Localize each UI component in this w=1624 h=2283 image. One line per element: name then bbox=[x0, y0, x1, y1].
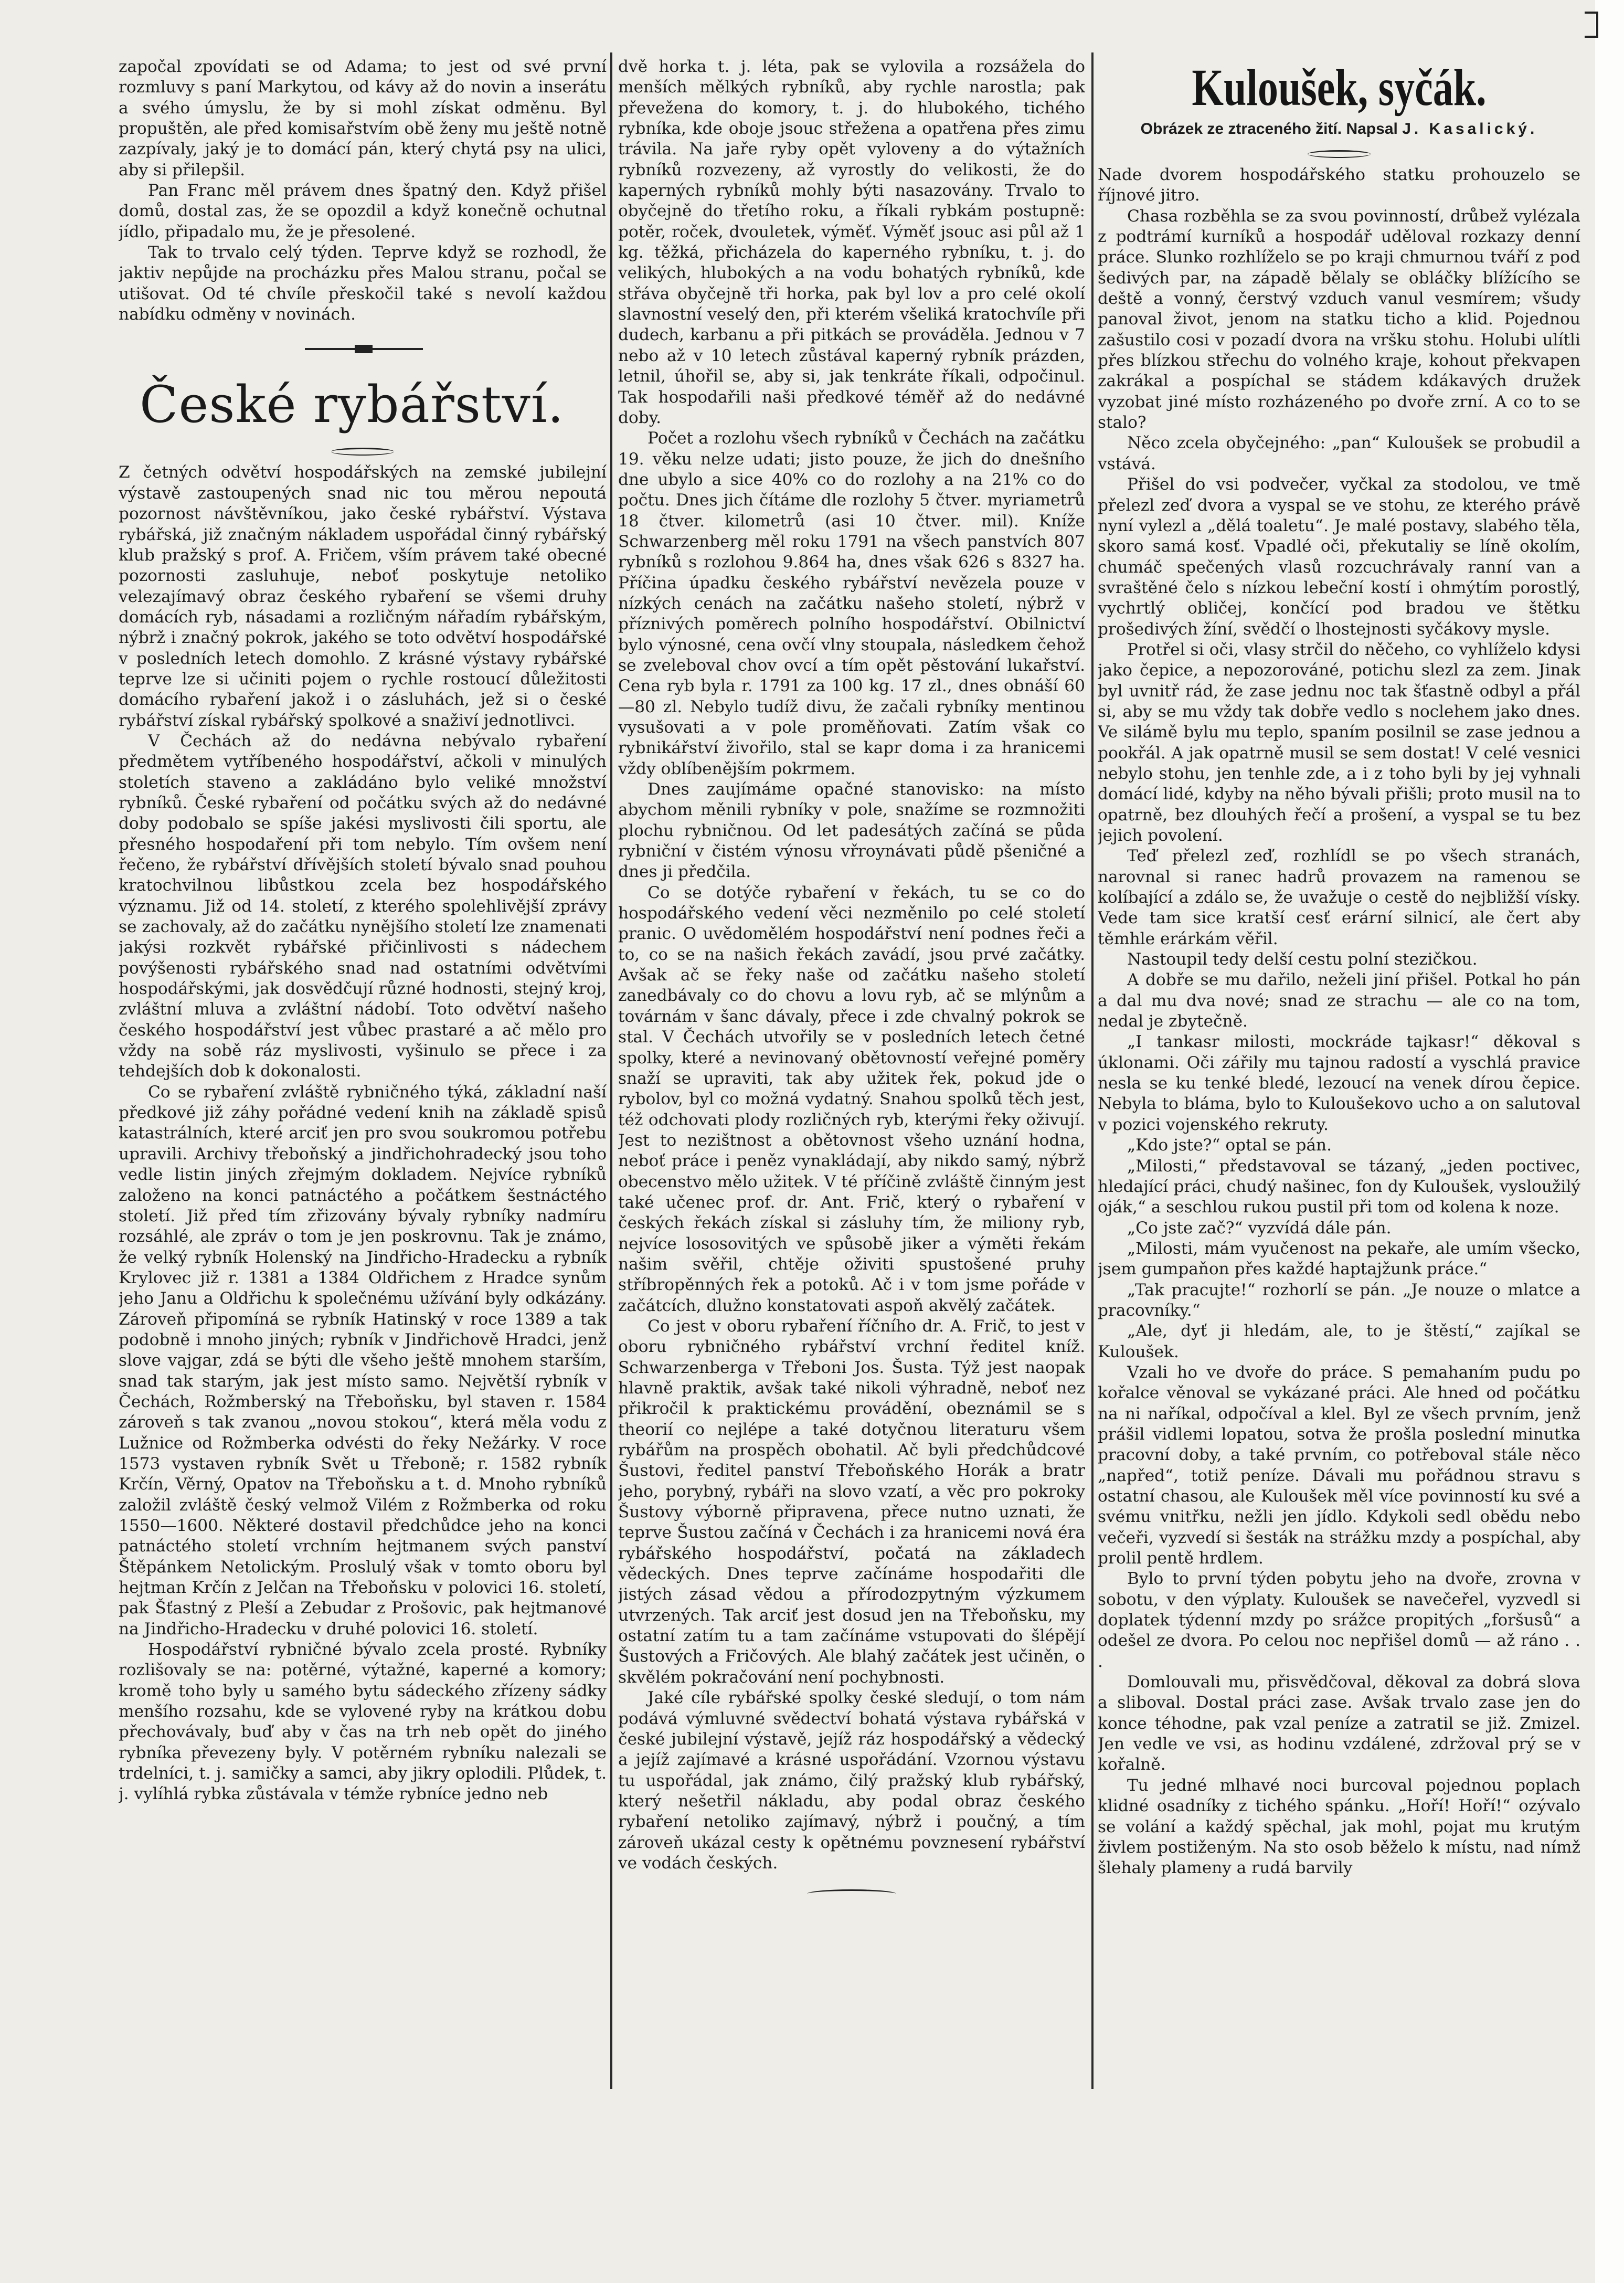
paragraph: Co jest v oboru rybaření říčního dr. A. Frič, to jest v oboru rybničného rybářství vrchní ředitel kníž. Schwarzenberga v Třeboni Jos. Šusta. Týž jest naopak hlavně praktik, avšak také nikoli výhradně, neboť nez přikročil k praktickému provádění, obeznámil se s theorií co nejlépe a také dotyčnou literaturu všem rybářům na prospěch obohatil. Ač byli předchůdcové Šustovi, ředitel panství Třeboňského Horák a bratr jeho, porybný, rybáři na slovo vzatí, a věc pro pokroky Šustovy výborně připravena, přece nutno uznati, že teprve Šustou začíná v Čechách i za hranicemi nová éra rybářského hospodářství, počatá na základech vědeckých. Dnes teprve začínáme hospodařiti dle jistých zásad vědou a přírodozpytným výzkumem utvrzených. Tak arciť jest dosud jen na Třeboňsku, my ostatní zatím tu a tam začínáme vstupovati do šlépějí Šustových a Fričových. Ale blahý začátek jest učiněn, o skvělém pokračování není pochybnosti. bbox=[618, 1316, 1085, 1687]
paragraph: Hospodářství rybničné bývalo zcela prosté. Rybníky rozlišovaly se na: potěrné, výtažné, kaperné a komory; kromě toho byly u samého bytu sádeckého zřízeny sádky menšího rozsahu, kde se vylovené ryby na krátkou dobu přechovávaly, buď aby v čas na trh neb opět do jiného rybníka převezeny byly. V potěrném rybníku nalezali se trdelníci, t. j. samičky a samci, aby jikry oplodili. Plůdek, t. j. vylíhlá rybka zůstávala v témže rybníce jedno neb bbox=[119, 1640, 607, 1804]
paragraph: Počet a rozlohu všech rybníků v Čechách na začátku 19. věku nelze udati; jisto pouze, že jich do dnešního dne ubylo a sice 40% co do rozlohy a na 21% co do počtu. Dnes jich čítáme dle rozlohy 5 čtver. myriametrů 18 čtver. kilometrů (asi 10 čtver. mil). Kníže Schwarzenberg měl roku 1791 na všech panstvích 807 rybníků s rozlohou 9.864 ha, dnes však 626 s 8327 ha. Příčina úpadku českého rybářství nevězela pouze v nízkých cenách na začátku našeho století, nýbrž v příznivých poměrech polního hospodářství. Obilnictví bylo výnosné, cena ovčí vlny stoupala, následkem čehož se zveleboval chov ovcí a tím opět pěstování lukařství. Cena ryb byla r. 1791 za 100 kg. 17 zl., dnes obnáší 60—80 zl. Nebylo tudíž divu, že začali rybníky mentinou vysušovati a v pole proměňovati. Zatím však co rybnikářství živořilo, stal se kapr doma i za hranicemi vždy oblíbenějším pokrmem. bbox=[618, 429, 1085, 778]
paragraph: Teď přelezl zeď, rozhlídl se po všech stranách, narovnal si ranec hadrů provazem na ramenou se kolíbající a zdálo se, že uvažuje o cestě do nejbližší vísky. Vede tam sice kratší cesť erární silnicí, ale čert aby těmhle erárkám věřil. bbox=[1098, 847, 1580, 948]
paragraph: Tu jedné mlhavé noci burcoval pojednou poplach klidné osadníky z tichého spánku. „Hoří! Hoří!“ ozývalo se volání a každý spěchal, jak mohl, pojat mu krutým živlem postiženým. Na sto osob běželo k místu, nad nímž šlehaly plameny a rudá barvily bbox=[1098, 1775, 1580, 1878]
article-body-part-1 bbox=[119, 462, 607, 1804]
paragraph: „Milosti, mám vyučenost na pekaře, ale umím všecko, jsem gumpaňon přes každé haptajžunk práce.“ bbox=[1098, 1239, 1580, 1279]
paragraph: Nastoupil tedy delší cestu polní stezičkou. bbox=[1127, 950, 1478, 969]
paragraph: „Tak pracujte!“ rozhorlí se pán. „Je nouze o mlatce a pracovníky.“ bbox=[1098, 1280, 1580, 1320]
paragraph: Vzali ho ve dvoře do práce. S pemahaním pudu po kořalce věnoval se vykázané práci. Ale hned od počátku na ni naříkal, odpočíval a klel. Byl ze všech prvním, jenž prášil vidlemi lopatou, sotva že prošla poslední minutka pracovní doby, a také prvním, co potřeboval stále něco „napřed“, totiž peníze. Dávali mu pořádnou stravu s ostatní chasou, ale Kuloušek měl více povinností ku své a svému vnitřku, nežli jen jídlo. Kdykoli sedl obědu nebo večeři, vyzvedí si šesták na strážku mzdy a pospíchal, aby prolil pentě hrdlem. bbox=[1098, 1362, 1580, 1568]
column-1 bbox=[119, 57, 607, 2083]
paragraph: Protřel si oči, vlasy strčil do něčeho, co vyhlíželo kdysi jako čepice, a nepozorováné, potichu slezl za zem. Jinak byl uvnitř rád, že zase jednu noc tak šťastně odbyl a přál si, aby se mu vždy tak dobře vedlo s noclehem jako dnes. Ve silámě bylu mu teplo, spaním posilnil se zase jednou a pookřál. A jak opatrně musil se sem dostat! V celé vesnici nebylo stohu, jen tenhle zde, a i z toho byli by jej vyhnali domácí lidé, kdyby na něho bývali přišli; proto musil na to opatrně, bez dlouhých řečí a prošení, a vyspal se tu bez jejich povolení. bbox=[1098, 640, 1580, 845]
paragraph: „Kdo jste?“ optal se pán. bbox=[1127, 1136, 1332, 1155]
column-2 bbox=[618, 57, 1085, 2083]
paragraph: „I tankasr milosti, mockráde tajkasr!“ děkoval s úklonami. Oči zářily mu tajnou radostí a vyschlá pravice nesla se ku tenké bledé, lezoucí na venek dírou čepice. Nebyla to bláma, bylo to Kuloušekovo ucho a on salutoval v pozici vojenského rekruty. bbox=[1098, 1032, 1580, 1134]
paragraph: Chasa rozběhla se za svou povinností, drůbež vylézala z podtrámí kurníků a hospodář uděloval rozkazy denní práce. Slunko rozhlíželo se po kraji chmurnou tváří z pod šedivých par, na západě bělaly se obláčky blížícího se deště a vonný, čerstvý vzduch vanul vesmírem; všudy panoval život, jenom na statku ticho a klid. Pojednou zašustilo cosi v pozadí dvora na vršku stohu. Holubi ulítli přes blízkou střechu do volného kraje, kohout překvapen zakrákal a pospíchal se stádem kdákavých družek vyzobat jiné místo rozházeného po dvoře zrní. A co to se stalo? bbox=[1098, 206, 1580, 432]
paragraph: Jaké cíle rybářské spolky české sledují, o tom nám podává výmluvné svědectví bohatá výstava rybářská v české jubilejní výstavě, jejíž ráz hospodářský a vědecký a jejíž zajímavé a krásné uspořádání. Vzornou výstavu tu uspořádal, jak známo, čilý pražský klub rybářský, který nešetřil nákladu, aby podal obraz českého rybaření netoliko zajímavý, nýbrž i poučný, a tím zároveň ukázal cesty k opětnému povznesení rybářství ve vodách českých. bbox=[618, 1688, 1085, 1873]
column-1-previous-story-end bbox=[119, 57, 607, 325]
paragraph: Nade dvorem hospodářského statku prohouzelo se říjnové jitro. bbox=[1098, 165, 1580, 205]
paragraph: Co se dotýče rybaření v řekách, tu se co do hospodářského vedení věci nezměnilo po celé století pranic. O uvědomělém hospodářství není podnes řeči a to, co se na našich řekách zavádí, jsou prvé začátky. Avšak ač se řeky naše od začátku našeho století zanedbávaly co do chovu a lovu ryb, ač se mlýnům a továrnám v šanc dávaly, přece i zde chvalný pokrok se stal. V Čechách utvořily se v posledních letech četné spolky, které a nevinovaný obětovností veřejné poměry snaží se upraviti, tak aby užitek řek, pokud jde o rybolov, byl co možná vydatný. Snahou spolků těch jest, též odchovati plody rozličných ryb, kterými řeky oživují. Jest to nezištnost a obětovnost všeho uznání hodna, neboť práce i peněz vynakládají, aby nikdo samý, nýbrž obecenstvo mělo užitek. V té příčině zvláště činným jest také učenec prof. dr. Ant. Frič, který o rybaření v českých řekách získal si zásluhy tím, že miliony ryb, nejvíce lososovitých ve spůsobě jiker a výměti řekám našim svěřil, chtěje oživiti spustošené pruhy stříbropěnných řek a potoků. Ač i v tom jsme pořáde v začátcích, dlužno konstatovati aspoň akvělý začátek. bbox=[618, 883, 1085, 1315]
paragraph: Dnes zaujímáme opačné stanovisko: na místo abychom měnili rybníky v pole, snažíme se rozmnožiti plochu rybničnou. Od let padesátých začíná se půda rybniční v čistém výnosu vřroynávati půdě pšeničné a dnes ji předčila. bbox=[618, 780, 1085, 882]
story-subtitle bbox=[1098, 119, 1580, 140]
title-ornament bbox=[1098, 142, 1580, 165]
column-3 bbox=[1098, 57, 1580, 2083]
subtitle-author: J. Kasalický. bbox=[1402, 120, 1538, 138]
article-title: České rybářství. bbox=[140, 375, 565, 435]
column-rule-right bbox=[1091, 52, 1094, 2089]
section-divider bbox=[119, 325, 607, 362]
page-margin-right bbox=[1595, 0, 1624, 2283]
paragraph: dvě horka t. j. léta, pak se vylovila a rozsážela do menších mělkých rybníků, aby rychle narostla; pak převežena do komory, t. j. do hlubokého, tichého rybníka, kde oboje jsouc střežena a opatřena přes zimu trávila. Na jaře ryby opět vyloveny a do výtažních rybníků rozvezeny, až vyrostly do velikosti, že do kaperných rybníků mohly býti nasazovány. Trvalo to obyčejně do třetího roku, a říkali rybkám postupně: potěr, roček, dvouletek, výměť. Výměť jsouc asi půl až 1 kg. těžká, přicházela do kaperného rybníku, t. j. do velikých, hlubokých a na vodu bohatých rybníků, kde střáva obyčejně tři horka, pak byl lov a pro celé okolí slavnostní veselý den, při kterém všeliká kratochvíle při dudech, karbanu a při pitkách se prováděla. Jednou v 7 nebo až v 10 letech zůstával kaperný rybník prázden, letnil, úhořil se, aby si, jak tenkráte říkali, odpočinul. Tak hospodařili naši předkové téměř až do nedávné doby. bbox=[618, 57, 1085, 427]
paragraph: Něco zcela obyčejného: „pan“ Kuloušek se probudil a vstává. bbox=[1098, 434, 1580, 473]
paragraph: „Co jste zač?“ vyzvídá dále pán. bbox=[1127, 1218, 1392, 1238]
paragraph: Tak to trvalo celý týden. Teprve když se rozhodl, že jaktiv nepůjde na procházku přes Malou stranu, počal se utišovat. Od té chvíle přeskočil také s nevolí každou nabídku odměny v novinách. bbox=[119, 243, 607, 324]
paragraph: Co se rybaření zvláště rybničného týká, základní naší předkové již záhy pořádné vedení knih na základě spisů katastrálních, které arciť jen pro svou soukromou potřebu upravili. Archivy třeboňský a jindřichohradecký jsou toho vedle listin jiných zřejmým dokladem. Nejvíce rybníků založeno na konci patnáctého a počátkem šestnáctého století. Již před tím zřizovány bývaly rybníky nadmíru rozsáhlé, ale zpráv o tom je jen poskrovnu. Tak je známo, že velký rybník Holenský na Jindřicho-Hradecku a rybník Krylovec již r. 1381 a 1384 Oldřichem z Hradce synům jeho Janu a Oldřichu k společnému užívání byly odkázány. Zároveň připomíná se rybník Hatinský v roce 1389 a tak podobně i mnoho jiných; rybník v Jindřichově Hradci, jenž slove vajgar, zdá se býti dle všeho ještě mnohem starším, snad tak starým, jak jest místo samo. Největší rybník v Čechách, Rožmberský na Třeboňsku, byl staven r. 1584 zároveň s tak zvanou „novou stokou“, která měla vodu z Lužnice od Rožmberka odvésti do řeky Nežárky. V roce 1573 vystaven rybník Svět u Třeboně; r. 1582 rybník Krčín, Věrný, Opatov na Třeboňsku a t. d. Mnoho rybníků založil zvláště český velmož Vilém z Rožmberka od roku 1550—1600. Některé dostavil předchůdce jeho na konci patnáctého století vrchním hejtmanem svých panství Štěpánkem Netolickým. Proslulý však v tomto oboru byl hejtman Krčín z Jelčan na Třeboňsku v polovici 16. století, pak Šťastný z Pleší a Zebudar z Prošovic, pak hejtmanové na Jindřicho-Hradecku v druhé polovici 16. století. bbox=[119, 1082, 607, 1639]
paragraph: V Čechách až do nedávna nebývalo rybaření předmětem vytříbeného hospodářství, ačkoli v minulých stoletích staveno a zakládáno bylo veliké množství rybníků. České rybaření od počátku svých až do nedávné doby podobalo se spíše jakési myslivosti čili sportu, ale přesného hospodaření při tom nebylo. Tím ovšem není řečeno, že rybářství dřívějších století bývalo snad pouhou kratochvilnou libůstkou zcela bez hospodářského významu. Již od 14. století, z kterého spolehlivější zprávy se zachovaly, až do začátku nynějšího století lze znamenati jakýsi rozkvět rybářské přičinlivosti s nádechem povýšenosti rybářského snad nad ostatními odvětvími hospodářskými, jak dosvědčují různé hodnosti, stejný kroj, zvláštní mluva a zvláštní nádobí. Toto odvětví našeho českého hospodářství jest vůbec prastaré a ač mělo pro vždy na sobě ráz myslivosti, vyšinulo se přece i za tehdejších dob k dokonalosti. bbox=[119, 731, 607, 1081]
subtitle-text: Obrázek ze ztraceného žití. Napsal bbox=[1140, 120, 1398, 138]
paragraph: Přišel do vsi podvečer, vyčkal za stodolou, ve tmě přelezl zeď dvora a vyspal se ve stohu, ze kterého právě nyní vylezl a „dělá toaletu“. Je malé postavy, slabého těla, skoro samá kosť. Vpadlé oči, překutaliy se líně okolím, chumáč spečených vlasů rozcuchrávaly ranní van a svraštěné čelo s nízkou lebeční kostí i ohmýtím porostlý, vychrtlý obličej, končící pod bradou ve štětku prošedivých žíní, svědčí o lhostejnosti syčákovy mysle. bbox=[1098, 475, 1580, 639]
title-ornament bbox=[119, 439, 607, 462]
paragraph: „Ale, dyť ji hledám, ale, to je štěstí,“ zajíkal se Kuloušek. bbox=[1098, 1322, 1580, 1361]
story-title: Kuloušek, syčák. bbox=[1192, 58, 1487, 117]
paragraph: Domlouvali mu, přisvědčoval, děkoval za dobrá slova a sliboval. Dostal práci zase. Avšak trvalo zase jen do konce téhodne, pak vzal peníze a zatratil se již. Zmizel. Jen vedle ve vsi, as hodinu vzdálené, zdržoval prý se v kořalně. bbox=[1098, 1673, 1580, 1774]
corner-bracket-mark bbox=[1585, 12, 1598, 38]
article-end-ornament bbox=[618, 1874, 1085, 1905]
paragraph: „Milosti,“ představoval se tázaný, „jeden poctivec, hledající práci, chudý našinec, fon dy Kuloušek, vysloužilý oják,“ a seschlou rukou pustil při tom od kolena k noze. bbox=[1098, 1156, 1580, 1217]
paragraph: započal zpovídati se od Adama; to jest od své první rozmluvy s paní Markytou, od kávy až do novin a inserátu a svého úmyslu, že by si mohl získat odměnu. Byl propuštěn, ale před komisařstvím obě ženy mu ještě notně zazpívaly, jaký je to domácí pán, který chytá psy na ulici, aby si přilepšil. bbox=[119, 57, 607, 179]
paragraph: A dobře se mu dařilo, neželi jiní přišel. Potkal ho pán a dal mu dva nové; snad ze strachu — ale co na tom, nedal je zbytečně. bbox=[1098, 970, 1580, 1031]
paragraph: Z četných odvětví hospodářských na zemské jubilejní výstavě zastoupených snad nic tou měrou nepoutá pozornost návštěvníkou, jako české rybářství. Výstava rybářská, již značným nákladem uspořádal činný rybářský klub pražský s prof. A. Fričem, vším právem také obecné pozornosti zasluhuje, neboť poskytuje netoliko velezajímavý obraz českého rybaření se všemi druhy domácích ryb, násadami a rozličným nářadím rybářským, nýbrž i značný pokrok, jakého se toto odvětví hospodářské v posledních letech domohlo. Z krásné výstavy rybářské teprve lze si učiniti pojem o rychle rostoucí důležitosti domácího rybaření jakož i o zásluhách, jež si o české rybářství získal rybářský spolkové a snaživí jednotlivci. bbox=[119, 463, 607, 730]
paragraph: Pan Franc měl právem dnes špatný den. Když přišel domů, dostal zas, že se opozdil a když konečně ochutnal jídlo, připadalo mu, že je přesolené. bbox=[119, 181, 607, 241]
column-rule-left bbox=[610, 52, 612, 2089]
paragraph: Bylo to první týden pobytu jeho na dvoře, zrovna v sobotu, v den výplaty. Kuloušek se navečeřel, vyzvedl si doplatek týdenní mzdy po srážce propitých „foršusů“ a odešel ze dvora. Po celou noc nepřišel domů — až ráno . . . bbox=[1098, 1569, 1580, 1671]
